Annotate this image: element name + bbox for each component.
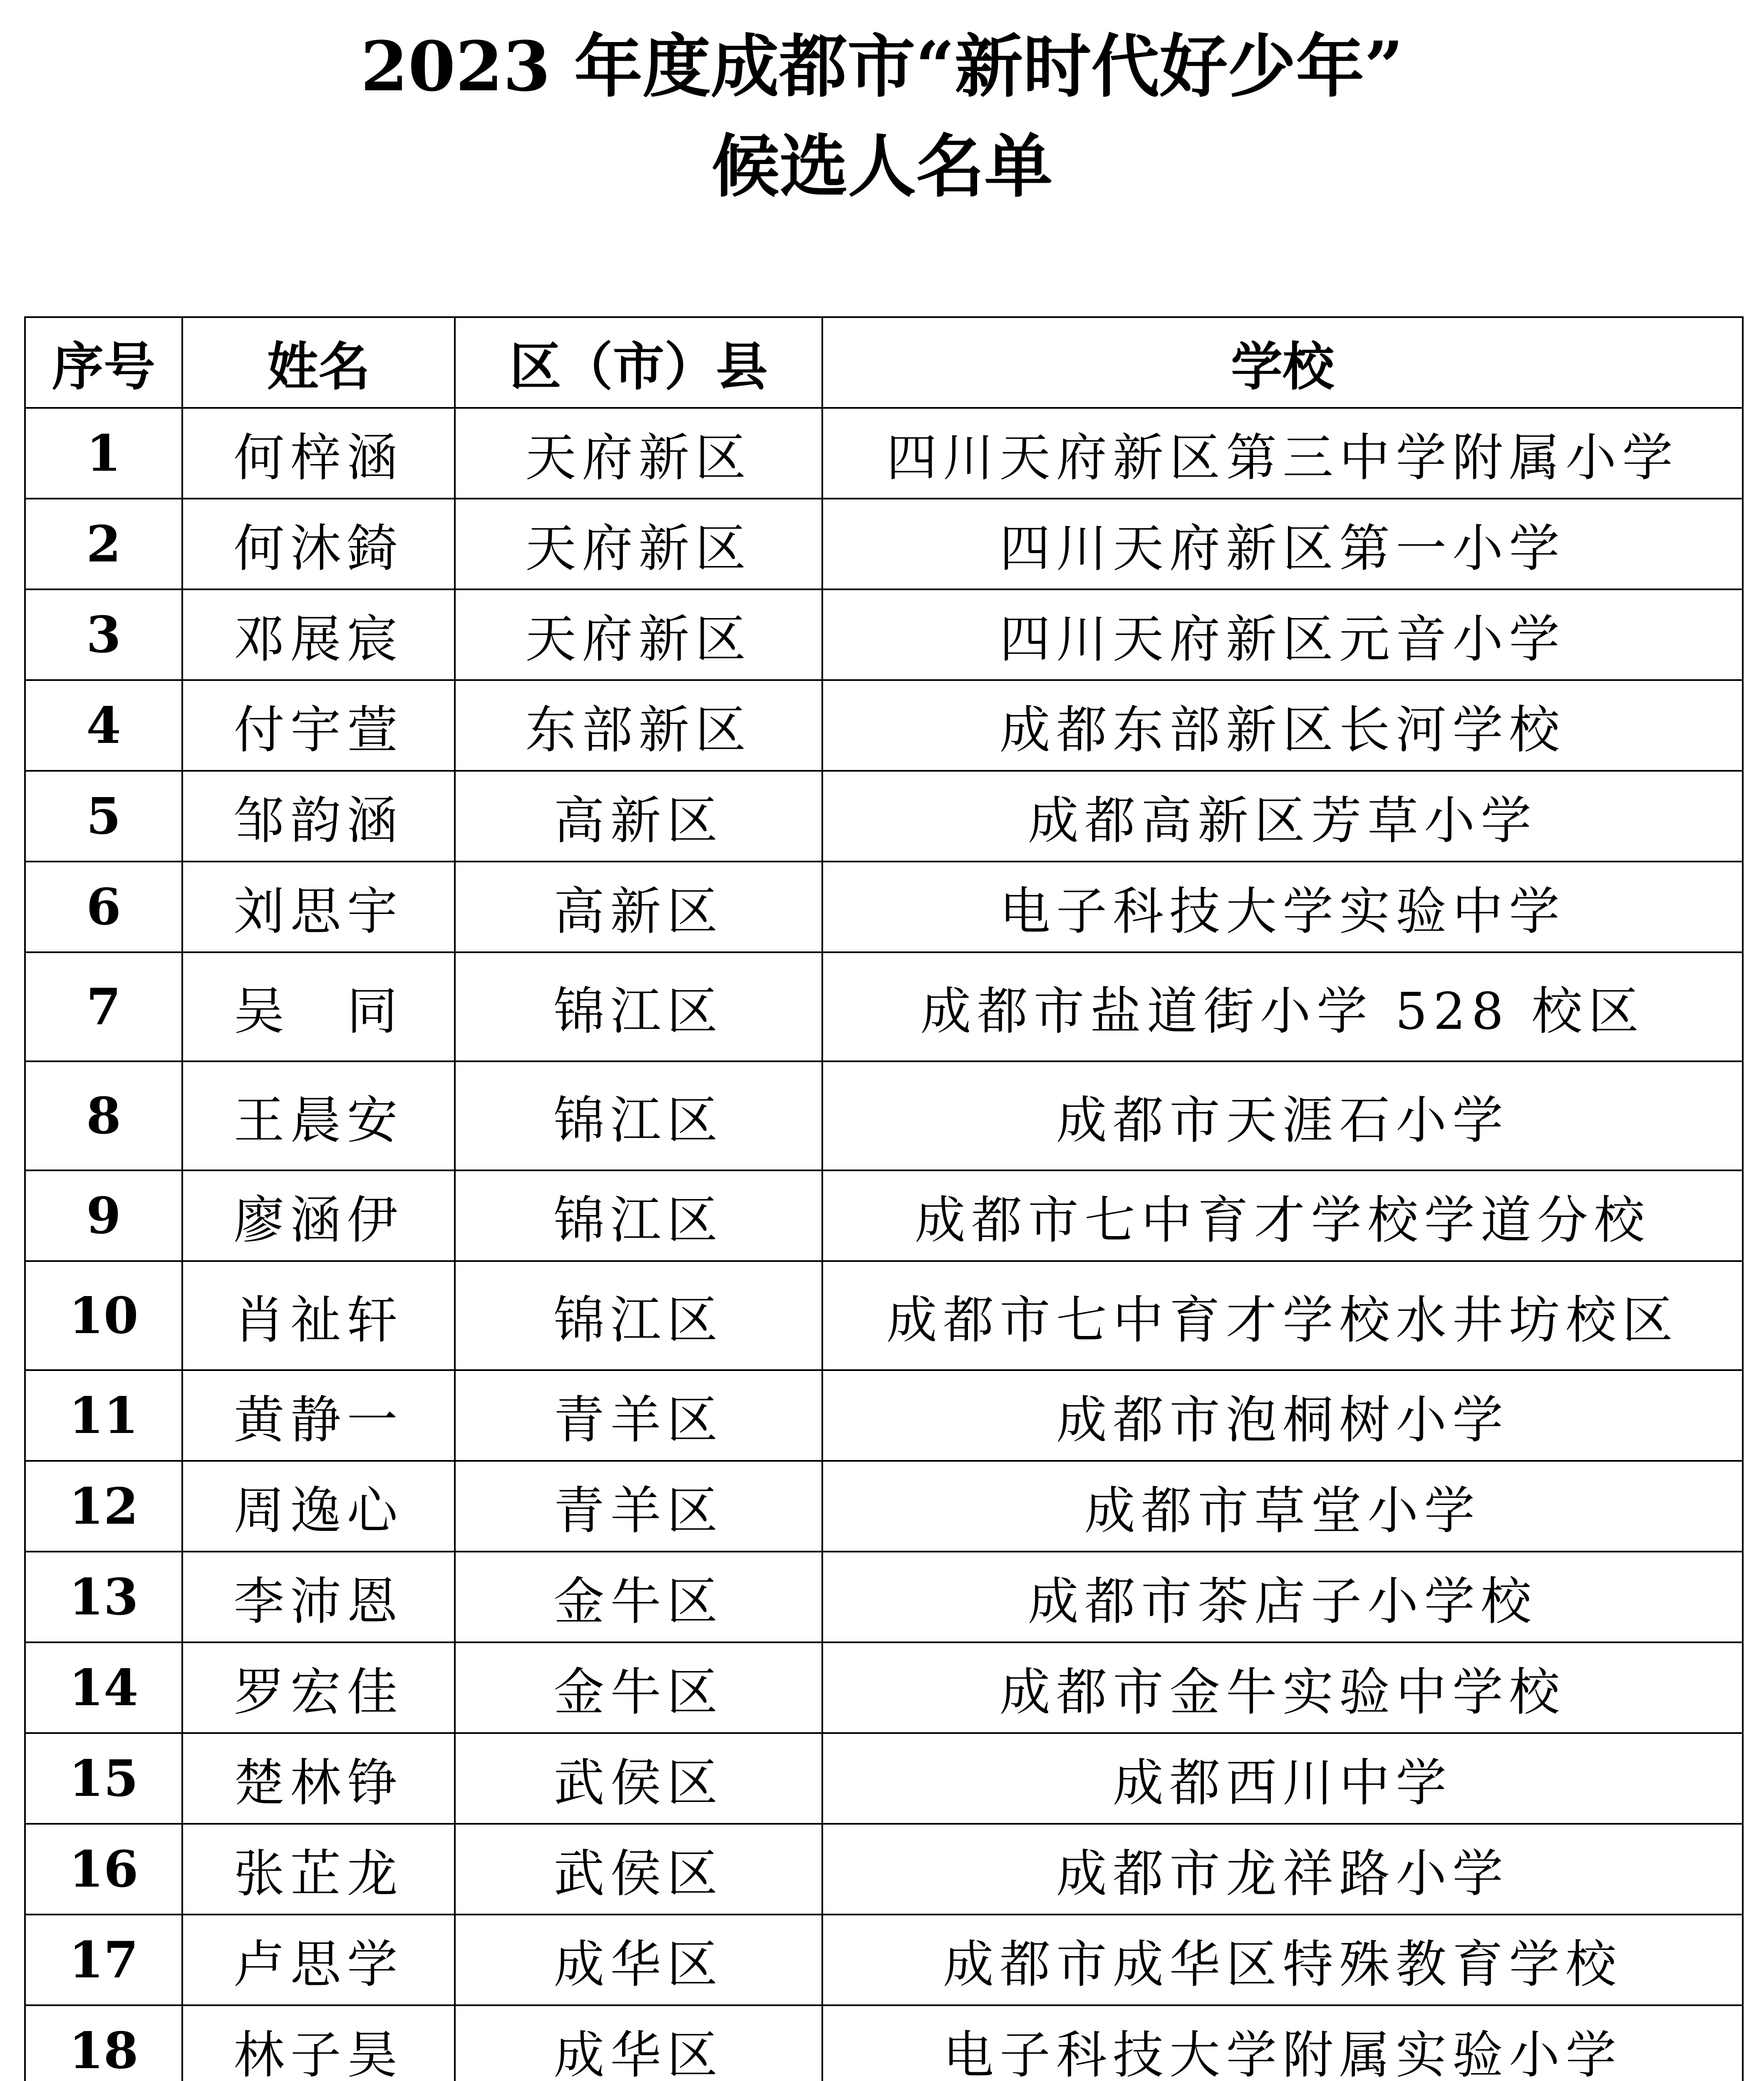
row-school: 四川天府新区第三中学附属小学	[822, 408, 1743, 499]
row-school: 成都市龙祥路小学	[822, 1824, 1743, 1915]
row-district: 天府新区	[455, 499, 822, 589]
row-index: 6	[25, 862, 182, 952]
table-row	[25, 2005, 1743, 2081]
row-school: 四川天府新区元音小学	[822, 589, 1743, 680]
row-district: 武侯区	[455, 1733, 822, 1824]
row-index: 16	[25, 1824, 182, 1915]
row-index: 3	[25, 589, 182, 680]
row-index: 10	[25, 1261, 182, 1370]
row-school: 成都市泡桐树小学	[822, 1370, 1743, 1461]
row-district: 成华区	[455, 1915, 822, 2005]
row-index: 4	[25, 680, 182, 771]
row-index: 12	[25, 1461, 182, 1552]
row-school: 成都市七中育才学校水井坊校区	[822, 1261, 1743, 1370]
row-school: 成都西川中学	[822, 1733, 1743, 1824]
row-index: 9	[25, 1170, 182, 1261]
row-index: 14	[25, 1642, 182, 1733]
row-name: 廖涵伊	[182, 1170, 455, 1261]
row-index: 1	[25, 408, 182, 499]
row-name: 邓展宸	[182, 589, 455, 680]
table-row	[25, 771, 1743, 862]
row-name: 卢思学	[182, 1915, 455, 2005]
row-name: 吴 同	[182, 952, 455, 1061]
row-name: 周逸心	[182, 1461, 455, 1552]
row-district: 青羊区	[455, 1461, 822, 1552]
row-district: 锦江区	[455, 952, 822, 1061]
row-district: 成华区	[455, 2005, 822, 2081]
row-school: 成都市草堂小学	[822, 1461, 1743, 1552]
table-row	[25, 1261, 1743, 1370]
header-school: 学校	[822, 317, 1743, 408]
row-school: 成都高新区芳草小学	[822, 771, 1743, 862]
table-row	[25, 680, 1743, 771]
row-index: 2	[25, 499, 182, 589]
row-name: 王晨安	[182, 1061, 455, 1170]
header-name: 姓名	[182, 317, 455, 408]
row-name: 李沛恩	[182, 1552, 455, 1642]
row-index: 5	[25, 771, 182, 862]
row-name: 付宇萱	[182, 680, 455, 771]
row-school: 成都市天涯石小学	[822, 1061, 1743, 1170]
row-index: 17	[25, 1915, 182, 2005]
row-school: 成都市金牛实验中学校	[822, 1642, 1743, 1733]
document-title: 2023 年度成都市“新时代好少年”	[360, 26, 1404, 107]
row-index: 13	[25, 1552, 182, 1642]
row-name: 罗宏佳	[182, 1642, 455, 1733]
row-district: 高新区	[455, 771, 822, 862]
row-district: 武侯区	[455, 1824, 822, 1915]
row-index: 18	[25, 2005, 182, 2081]
table-row	[25, 1824, 1743, 1915]
row-index: 8	[25, 1061, 182, 1170]
table-row	[25, 1915, 1743, 2005]
row-district: 金牛区	[455, 1552, 822, 1642]
row-school: 四川天府新区第一小学	[822, 499, 1743, 589]
table-row	[25, 1061, 1743, 1170]
candidate-table	[24, 316, 1744, 2081]
row-school: 成都市七中育才学校学道分校	[822, 1170, 1743, 1261]
table-row	[25, 862, 1743, 952]
row-name: 邹韵涵	[182, 771, 455, 862]
row-district: 青羊区	[455, 1370, 822, 1461]
row-school: 成都市成华区特殊教育学校	[822, 1915, 1743, 2005]
table-header-row	[25, 317, 1743, 408]
table-row	[25, 1170, 1743, 1261]
row-district: 天府新区	[455, 408, 822, 499]
table-row	[25, 1733, 1743, 1824]
table-row	[25, 589, 1743, 680]
row-name: 何沐錡	[182, 499, 455, 589]
row-index: 15	[25, 1733, 182, 1824]
document-subtitle: 候选人名单	[711, 126, 1053, 206]
row-district: 天府新区	[455, 589, 822, 680]
row-district: 锦江区	[455, 1170, 822, 1261]
row-school: 成都市盐道街小学 528 校区	[822, 952, 1743, 1061]
row-school: 电子科技大学附属实验小学	[822, 2005, 1743, 2081]
row-name: 刘思宇	[182, 862, 455, 952]
row-name: 楚林铮	[182, 1733, 455, 1824]
row-school: 成都东部新区长河学校	[822, 680, 1743, 771]
row-district: 高新区	[455, 862, 822, 952]
row-district: 金牛区	[455, 1642, 822, 1733]
table-row	[25, 408, 1743, 499]
row-name: 肖祉轩	[182, 1261, 455, 1370]
header-index: 序号	[25, 317, 182, 408]
table-row	[25, 1552, 1743, 1642]
row-name: 张芷龙	[182, 1824, 455, 1915]
table-row	[25, 952, 1743, 1061]
row-name: 何梓涵	[182, 408, 455, 499]
row-index: 7	[25, 952, 182, 1061]
row-district: 东部新区	[455, 680, 822, 771]
row-index: 11	[25, 1370, 182, 1461]
row-school: 电子科技大学实验中学	[822, 862, 1743, 952]
row-district: 锦江区	[455, 1061, 822, 1170]
row-name: 黄静一	[182, 1370, 455, 1461]
row-school: 成都市茶店子小学校	[822, 1552, 1743, 1642]
header-district: 区（市）县	[455, 317, 822, 408]
table-row	[25, 499, 1743, 589]
table-row	[25, 1642, 1743, 1733]
row-name: 林子昊	[182, 2005, 455, 2081]
row-district: 锦江区	[455, 1261, 822, 1370]
table-row	[25, 1370, 1743, 1461]
table-row	[25, 1461, 1743, 1552]
